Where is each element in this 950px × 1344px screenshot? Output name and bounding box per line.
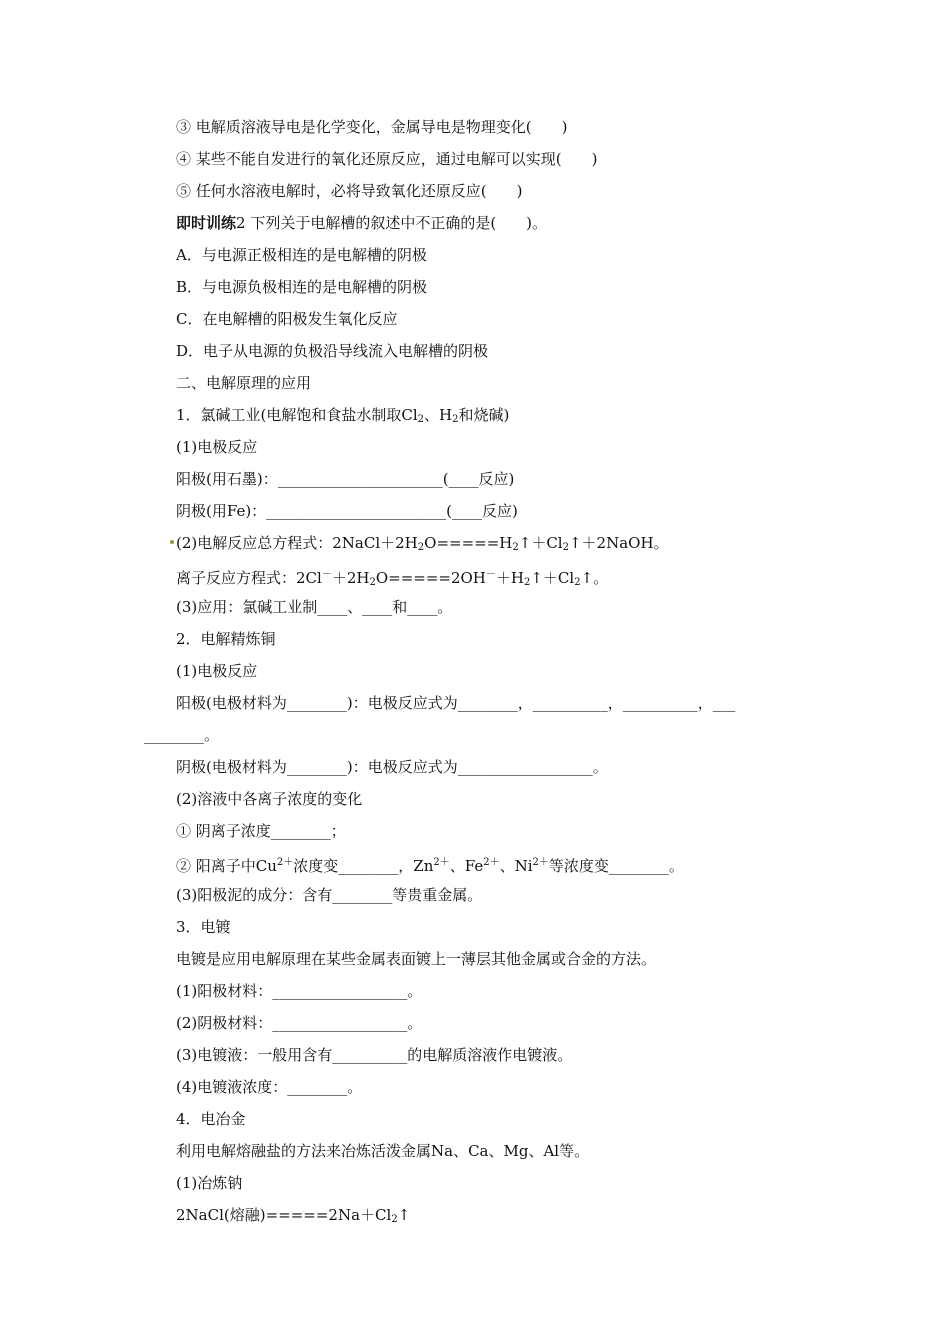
superscript: 2＋ [276, 857, 294, 868]
text-run: 2NaCl(熔融)=====2Na＋Cl [176, 1206, 392, 1224]
refining-anode-blank: 阳极(电极材料为________)：电极反应式为________，__________，__________，___ [176, 694, 736, 712]
text-run: 1．氯碱工业(电解饱和食盐水制取Cl [176, 406, 418, 424]
text-run: ↑ [397, 1206, 411, 1224]
text-run: 等浓度变________。 [548, 857, 684, 875]
electroplating-heading: 3．电镀 [176, 918, 231, 936]
option-a: A．与电源正极相连的是电解槽的阴极 [176, 246, 427, 264]
electrometallurgy-definition: 利用电解熔融盐的方法来冶炼活泼金属Na、Ca、Mg、Al等。 [176, 1142, 590, 1160]
subscript: 2 [417, 542, 425, 553]
electroplating-definition: 电镀是应用电解原理在某些金属表面镀上一薄层其他金属或合金的方法。 [176, 950, 657, 968]
option-d: D．电子从电源的负极沿导线流入电解槽的阴极 [176, 342, 489, 360]
practice-question-text: 2 下列关于电解槽的叙述中不正确的是( )。 [236, 214, 548, 232]
judgment-item-5: ⑤ 任何水溶液电解时，必将导致氧化还原反应( ) [176, 182, 523, 200]
stray-mark [170, 540, 174, 544]
text-run: ② 阳离子中Cu [176, 857, 277, 875]
superscript: 2＋ [532, 857, 549, 868]
copper-refining-heading: 2．电解精炼铜 [176, 630, 276, 648]
text-run: 离子反应方程式：2Cl [176, 569, 322, 587]
text-run: 、H [424, 406, 453, 424]
superscript: － [321, 569, 332, 580]
ion-concentration-heading: (2)溶液中各离子浓度的变化 [176, 790, 363, 808]
text-run: ＋2H [331, 569, 370, 587]
refining-cathode-blank: 阴极(电极材料为________)：电极反应式为__________________。 [176, 758, 608, 776]
text-run: 浓度变________，Zn [293, 857, 434, 875]
text-run: O=====H [424, 534, 513, 552]
subscript: 2 [452, 414, 459, 425]
text-run: O=====2OH [375, 569, 486, 587]
subscript: 2 [574, 577, 581, 588]
judgment-item-4: ④ 某些不能自发进行的氧化还原反应，通过电解可以实现( ) [176, 150, 598, 168]
text-run: 、Fe [449, 857, 484, 875]
superscript: － [485, 569, 496, 580]
subscript: 2 [391, 1214, 398, 1225]
text-run: ↑＋2NaOH。 [568, 534, 669, 552]
subscript: 2 [417, 414, 425, 425]
chlor-alkali-heading [176, 405, 509, 430]
superscript: 2＋ [483, 857, 500, 868]
practice-label: 即时训练 [176, 214, 237, 232]
section-heading: 二、电解原理的应用 [176, 374, 312, 392]
anode-mud-blank: (3)阳极泥的成分：含有________等贵重金属。 [176, 886, 483, 904]
overall-equation [176, 533, 669, 558]
cathode-blank: 阴极(用Fe)：________________________(____反应) [176, 502, 518, 520]
anion-blank: ① 阴离子浓度________； [176, 822, 346, 840]
plating-concentration-blank: (4)电镀液浓度：________。 [176, 1078, 363, 1096]
electrometallurgy-heading: 4．电冶金 [176, 1110, 246, 1128]
option-c: C．在电解槽的阳极发生氧化反应 [176, 310, 398, 328]
judgment-item-3: ③ 电解质溶液导电是化学变化，金属导电是物理变化( ) [176, 118, 568, 136]
cation-blank [176, 853, 684, 876]
text-run: ＋H [495, 569, 524, 587]
electrode-reaction-heading-2: (1)电极反应 [176, 662, 258, 680]
practice-question [176, 213, 547, 233]
plating-solution-blank: (3)电镀液：一般用含有__________的电解质溶液作电镀液。 [176, 1046, 573, 1064]
ionic-equation [176, 565, 608, 593]
text-run: (2)电解反应总方程式：2NaCl＋2H [176, 534, 418, 552]
anode-blank: 阳极(用石墨)：______________________(____反应) [176, 470, 515, 488]
text-run: 、Ni [499, 857, 533, 875]
subscript: 2 [562, 542, 569, 553]
subscript: 2 [369, 577, 376, 588]
sodium-equation [176, 1205, 410, 1230]
text-run: ↑。 [580, 569, 609, 587]
text-run: 和烧碱) [458, 406, 510, 424]
text-run: ↑＋Cl [530, 569, 575, 587]
plating-anode-blank: (1)阳极材料：__________________。 [176, 982, 423, 1000]
text-run: ↑＋Cl [518, 534, 563, 552]
application-blank: (3)应用：氯碱工业制____、____和____。 [176, 598, 453, 616]
subscript: 2 [523, 577, 531, 588]
superscript: 2＋ [433, 857, 450, 868]
electrode-reaction-heading: (1)电极反应 [176, 438, 258, 456]
sodium-smelting-heading: (1)冶炼钠 [176, 1174, 243, 1192]
option-b: B．与电源负极相连的是电解槽的阴极 [176, 278, 428, 296]
refining-anode-blank-cont: ________。 [144, 726, 220, 744]
subscript: 2 [512, 542, 519, 553]
plating-cathode-blank: (2)阴极材料：__________________。 [176, 1014, 423, 1032]
